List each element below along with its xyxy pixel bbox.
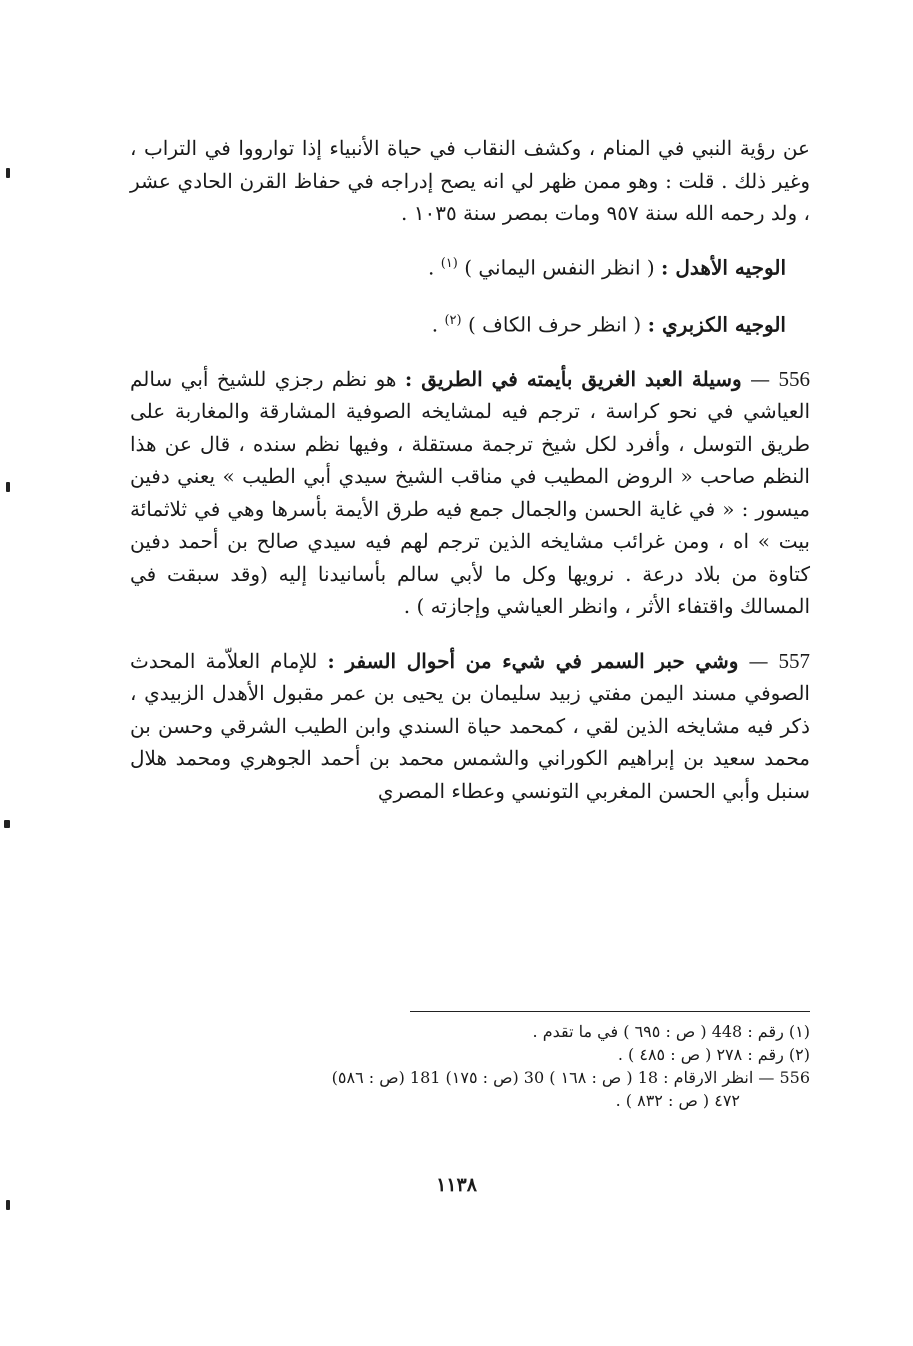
entry-556	[130, 363, 810, 623]
footnote-divider	[410, 1011, 810, 1012]
entry-dash: —	[750, 366, 771, 391]
reference-wajih-kuzbari	[130, 305, 786, 341]
reference-wajih-ahdal	[130, 248, 786, 284]
entry-557	[130, 645, 810, 808]
page-number: ١١٣٨	[436, 1174, 477, 1196]
entry-number: 557	[778, 648, 811, 673]
footnote: 556 — انظر الارقام : 18 ( ص : ١٦٨ ) 30 (ص : ١٧٥) 181 (ص : ٥٨٦)	[331, 1068, 810, 1087]
entry-title: وشي حبر السمر في شيء من أحوال السفر :	[327, 648, 739, 673]
footnote-continuation: ٤٧٢ ( ص : ٨٣٢ ) .	[615, 1091, 740, 1110]
entry-dash: —	[748, 648, 769, 673]
ref-text: ( انظر حرف الكاف )	[467, 312, 642, 337]
entry-title: وسيلة العبد الغريق بأيمته في الطريق :	[404, 366, 742, 391]
footnote: (١) رقم : 448 ( ص : ٦٩٥ ) في ما تقدم .	[532, 1022, 810, 1041]
entry-body: للإمام العلاّمة المحدث الصوفي مسند اليمن مفتي زبيد سليمان بن يحيى بن عمر مقبول الأهدل الزبيدي ، ذكر فيه مشايخه الذين لقي ، كمحمد حياة السندي وابن الطيب الشرقي وحسن بن محمد سعيد بن إبراهيم الكوراني والشمس محمد بن أحمد الجوهري ومحمد هلال سنبل وأبي الحسن المغربي التونسي وعطاء المصري	[130, 648, 810, 803]
page-body	[130, 132, 810, 807]
ref-name: الوجيه الأهدل :	[661, 255, 786, 280]
ref-name: الوجيه الكزبري :	[647, 312, 786, 337]
intro-paragraph: عن رؤية النبي في المنام ، وكشف النقاب في حياة الأنبياء إذا توارووا في التراب ، وغير ذلك . قلت : وهو ممن ظهر لي انه يصح إدراجه في حفاظ القرن الحادي عشر ، ولد رحمه الله سنة ٩٥٧ ومات بمصر سنة ١٠٣٥ .	[130, 136, 810, 225]
footnote: (٢) رقم : ٢٧٨ ( ص : ٤٨٥ ) .	[617, 1045, 810, 1064]
margin-mark	[6, 1200, 10, 1210]
entry-body: هو نظم رجزي للشيخ أبي سالم العياشي في نحو كراسة ، ترجم فيه لمشايخه الصوفية المشارقة والمغاربة على طريق التوسل ، وأفرد لكل شيخ ترجمة مستقلة ، وفيها نظم سنده ، قال عن هذا النظم صاحب « الروض المطيب في مناقب الشيخ سيدي أبي الطيب » يعني دفين ميسور : « في غاية الحسن والجمال جمع فيه طرق الأيمة بأسرها وهي في ثلاثمائة بيت » اه ، ومن غرائب مشايخه الذين ترجم لهم فيه سيدي صالح بن أحمد دفين كتاوة من بلاد درعة . نرويها وكل ما لأبي سالم بأسانيدنا إليه (وقد سبقت في المسالك واقتفاء الأثر ، وانظر العياشي وإجازته ) .	[130, 366, 810, 619]
ref-end: .	[427, 255, 435, 280]
footnote-marker: (١)	[440, 255, 458, 271]
footnotes	[140, 1020, 810, 1112]
footnote-marker: (٢)	[444, 313, 462, 329]
margin-mark	[6, 168, 10, 178]
entry-number: 556	[778, 366, 811, 391]
ref-end: .	[431, 312, 439, 337]
margin-mark	[6, 482, 10, 492]
margin-mark	[4, 820, 10, 828]
ref-text: ( انظر النفس اليماني )	[464, 255, 655, 280]
